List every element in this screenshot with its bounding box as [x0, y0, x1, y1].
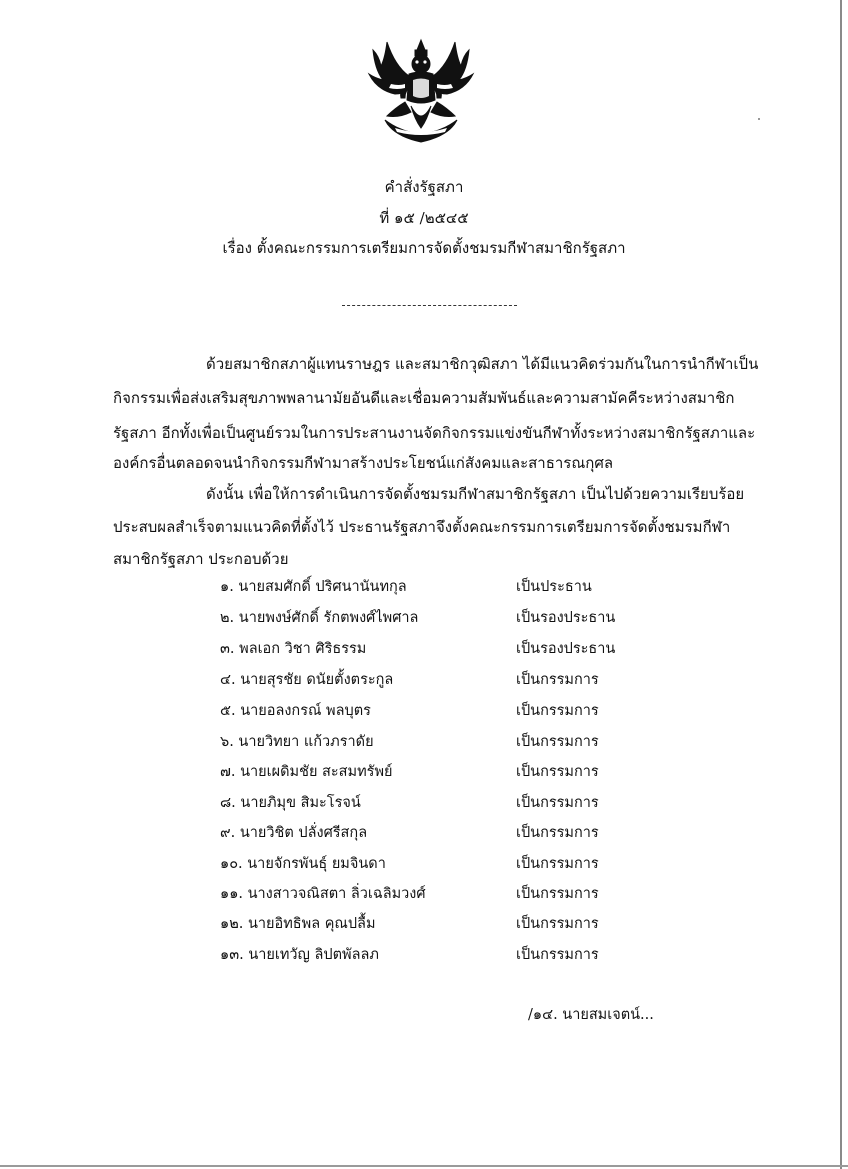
- member-name: ๘. นายภิมุข สิมะโรจน์: [220, 795, 361, 811]
- member-row: [0, 606, 848, 630]
- member-row: [0, 852, 848, 876]
- member-role: เป็นกรรมการ: [516, 947, 599, 963]
- member-role: เป็นรองประธาน: [516, 610, 616, 626]
- member-role: เป็นกรรมการ: [516, 916, 599, 932]
- body-paragraph-1-line-2: กิจกรรมเพื่อส่งเสริมสุขภาพพลานามัยอันดีและเชื่อมความสัมพันธ์และความสามัคคีระหว่างสมาชิก: [113, 389, 735, 407]
- member-name: ๑๒. นายอิทธิพล คุณปลื้ม: [220, 916, 376, 932]
- member-row: [0, 668, 848, 692]
- member-row: [0, 730, 848, 754]
- member-name: ๑๓. นายเทวัญ ลิปตพัลลภ: [220, 947, 379, 963]
- body-paragraph-2-line-2: ประสบผลสำเร็จตามแนวคิดที่ตั้งไว้ ประธานรัฐสภาจึงตั้งคณะกรรมการเตรียมการจัดตั้งชมรมกีฬา: [113, 518, 731, 536]
- member-row: [0, 637, 848, 661]
- member-name: ๓. พลเอก วิชา ศิริธรรม: [220, 641, 367, 657]
- member-row: [0, 882, 848, 906]
- member-name: ๑๐. นายจักรพันธุ์ ยมจินดา: [220, 856, 386, 872]
- member-name: ๑. นายสมศักดิ์ ปริศนานันทกุล: [220, 579, 407, 595]
- member-role: เป็นกรรมการ: [516, 703, 599, 719]
- order-subject: เรื่อง ตั้งคณะกรรมการเตรียมการจัดตั้งชมรมกีฬาสมาชิกรัฐสภา: [222, 239, 626, 257]
- member-row: [0, 791, 848, 815]
- continuation-note: /๑๔. นายสมเจตน์...: [528, 1007, 654, 1023]
- member-row: [0, 821, 848, 845]
- body-paragraph-1-line-4: องค์กรอื่นตลอดจนนำกิจกรรมกีฬามาสร้างประโยชน์แก่สังคมและสาธารณกุศล: [113, 454, 614, 472]
- member-name: ๒. นายพงษ์ศักดิ์ รักตพงศ์ไพศาล: [220, 610, 419, 626]
- member-role: เป็นรองประธาน: [516, 641, 616, 657]
- member-role: เป็นกรรมการ: [516, 764, 599, 780]
- body-paragraph-1-line-1: ด้วยสมาชิกสภาผู้แทนราษฎร และสมาชิกวุฒิสภา ได้มีแนวคิดร่วมกันในการนำกีฬาเป็น: [206, 355, 759, 373]
- body-paragraph-1-line-3: รัฐสภา อีกทั้งเพื่อเป็นศูนย์รวมในการประสานงานจัดกิจกรรมแข่งขันกีฬาทั้งระหว่างสมาชิกรัฐสภาและ: [113, 424, 756, 442]
- member-name: ๑๑. นางสาวจณิสตา ลิ่วเฉลิมวงศ์: [220, 886, 426, 902]
- member-name: ๕. นายอลงกรณ์ พลบุตร: [220, 703, 371, 719]
- scan-speck: [758, 118, 760, 120]
- member-row: [0, 760, 848, 784]
- member-role: เป็นกรรมการ: [516, 856, 599, 872]
- member-role: เป็นกรรมการ: [516, 734, 599, 750]
- scan-edge-bottom: [0, 1165, 848, 1167]
- garuda-emblem: [365, 36, 477, 148]
- member-row: [0, 912, 848, 936]
- separator-line: [342, 305, 517, 306]
- member-role: เป็นกรรมการ: [516, 825, 599, 841]
- member-row: [0, 575, 848, 599]
- body-paragraph-2-line-3: สมาชิกรัฐสภา ประกอบด้วย: [113, 550, 289, 568]
- member-name: ๔. นายสุรชัย ดนัยตั้งตระกูล: [220, 672, 394, 688]
- member-role: เป็นกรรมการ: [516, 886, 599, 902]
- order-title: คำสั่งรัฐสภา: [384, 178, 464, 196]
- member-name: ๗. นายเผดิมชัย สะสมทรัพย์: [220, 764, 393, 780]
- order-number: ที่ ๑๕ /๒๕๔๕: [379, 209, 469, 227]
- member-name: ๙. นายวิชิต ปลั่งศรีสกุล: [220, 825, 368, 841]
- member-role: เป็นประธาน: [516, 579, 592, 595]
- member-name: ๖. นายวิทยา แก้วภราดัย: [220, 734, 374, 750]
- member-role: เป็นกรรมการ: [516, 795, 599, 811]
- member-role: เป็นกรรมการ: [516, 672, 599, 688]
- member-row: [0, 943, 848, 967]
- member-row: [0, 699, 848, 723]
- body-paragraph-2-line-1: ดังนั้น เพื่อให้การดำเนินการจัดตั้งชมรมกีฬาสมาชิกรัฐสภา เป็นไปด้วยความเรียบร้อย: [206, 485, 745, 503]
